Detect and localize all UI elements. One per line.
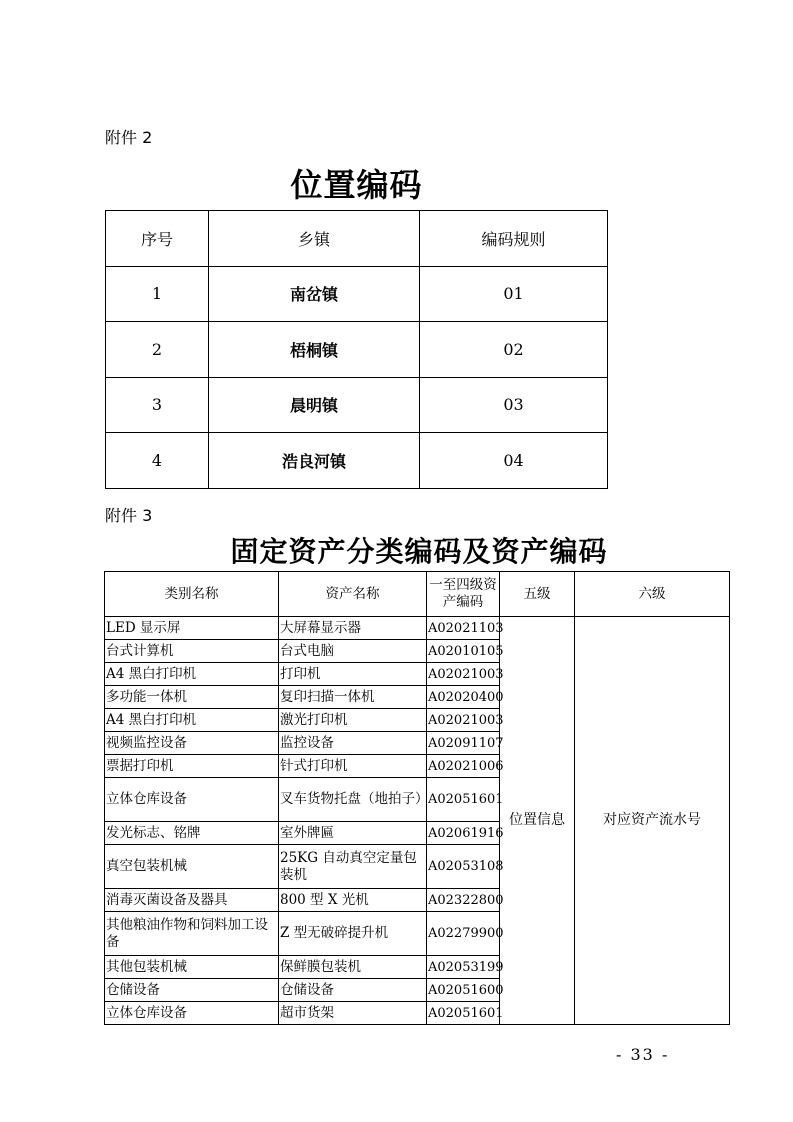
cell-code: A02051600 [427,979,500,1002]
cell-code: 02 [420,322,608,378]
header-code-rule: 编码规则 [420,211,608,267]
cell-index: 3 [106,377,209,433]
cell-index: 2 [106,322,209,378]
asset-code-table [104,571,730,1025]
cell-code: A02091107 [427,732,500,755]
header-town: 乡镇 [209,211,420,267]
cell-category: 立体仓库设备 [105,778,279,822]
cell-category: 视频监控设备 [105,732,279,755]
cell-town: 南岔镇 [209,266,420,322]
cell-asset-name: 800 型 X 光机 [279,889,427,912]
cell-town: 晨明镇 [209,377,420,433]
cell-code: A02021006 [427,755,500,778]
cell-code: A02020400 [427,686,500,709]
header-level6: 六级 [575,572,730,617]
cell-asset-name: 室外牌匾 [279,822,427,845]
cell-category: A4 黑白打印机 [105,663,279,686]
table-row [106,266,608,322]
cell-town: 梧桐镇 [209,322,420,378]
cell-code: A02053199 [427,956,500,979]
header-category: 类别名称 [105,572,279,617]
cell-index: 4 [106,433,209,489]
cell-asset-name: 针式打印机 [279,755,427,778]
cell-asset-name: 叉车货物托盘（地拍子） [279,778,427,822]
cell-code: A02051601 [427,778,500,822]
cell-code: A02010105 [427,640,500,663]
table-row [106,322,608,378]
cell-category: 其他粮油作物和饲料加工设备 [105,912,279,956]
cell-code: A02021003 [427,663,500,686]
cell-asset-name: 仓储设备 [279,979,427,1002]
cell-category: 其他包装机械 [105,956,279,979]
cell-code: A02021003 [427,709,500,732]
table-header-row [106,211,608,267]
cell-category: 多功能一体机 [105,686,279,709]
page-number: - 33 - [616,1045,670,1064]
cell-code: A02061916 [427,822,500,845]
cell-category: 票据打印机 [105,755,279,778]
location-code-table [105,210,608,489]
location-code-title: 位置编码 [290,166,423,204]
cell-asset-name: 激光打印机 [279,709,427,732]
cell-town: 浩良河镇 [209,433,420,489]
cell-asset-name: Z 型无破碎提升机 [279,912,427,956]
cell-asset-name: 复印扫描一体机 [279,686,427,709]
table-row [106,377,608,433]
annex-2-label: 附件 2 [105,128,153,147]
cell-asset-name: 监控设备 [279,732,427,755]
cell-asset-name: 25KG 自动真空定量包装机 [279,845,427,889]
cell-asset-name: 打印机 [279,663,427,686]
cell-code: 04 [420,433,608,489]
header-index: 序号 [106,211,209,267]
table-row [106,433,608,489]
asset-code-title: 固定资产分类编码及资产编码 [230,535,608,568]
cell-code: 01 [420,266,608,322]
cell-category: 立体仓库设备 [105,1002,279,1025]
cell-code: A02053108 [427,845,500,889]
header-level1-4-code: 一至四级资产编码 [427,572,500,617]
cell-asset-name: 保鲜膜包装机 [279,956,427,979]
table-row [105,617,730,640]
cell-code: A02322800 [427,889,500,912]
cell-code: A02021103 [427,617,500,640]
cell-code: A02051601 [427,1002,500,1025]
cell-asset-name: 台式电脑 [279,640,427,663]
cell-asset-name: 大屏幕显示器 [279,617,427,640]
annex-3-label: 附件 3 [105,506,153,525]
cell-asset-name: 超市货架 [279,1002,427,1025]
header-level5: 五级 [500,572,575,617]
cell-category: 仓储设备 [105,979,279,1002]
cell-code: 03 [420,377,608,433]
cell-index: 1 [106,266,209,322]
cell-category: 发光标志、铭牌 [105,822,279,845]
level5-merged-cell: 位置信息 [500,617,575,1025]
cell-category: LED 显示屏 [105,617,279,640]
cell-category: 台式计算机 [105,640,279,663]
table-header-row [105,572,730,617]
cell-category: 消毒灭菌设备及器具 [105,889,279,912]
cell-category: A4 黑白打印机 [105,709,279,732]
header-asset-name: 资产名称 [279,572,427,617]
cell-category: 真空包装机械 [105,845,279,889]
level6-merged-cell: 对应资产流水号 [575,617,730,1025]
cell-code: A02279900 [427,912,500,956]
